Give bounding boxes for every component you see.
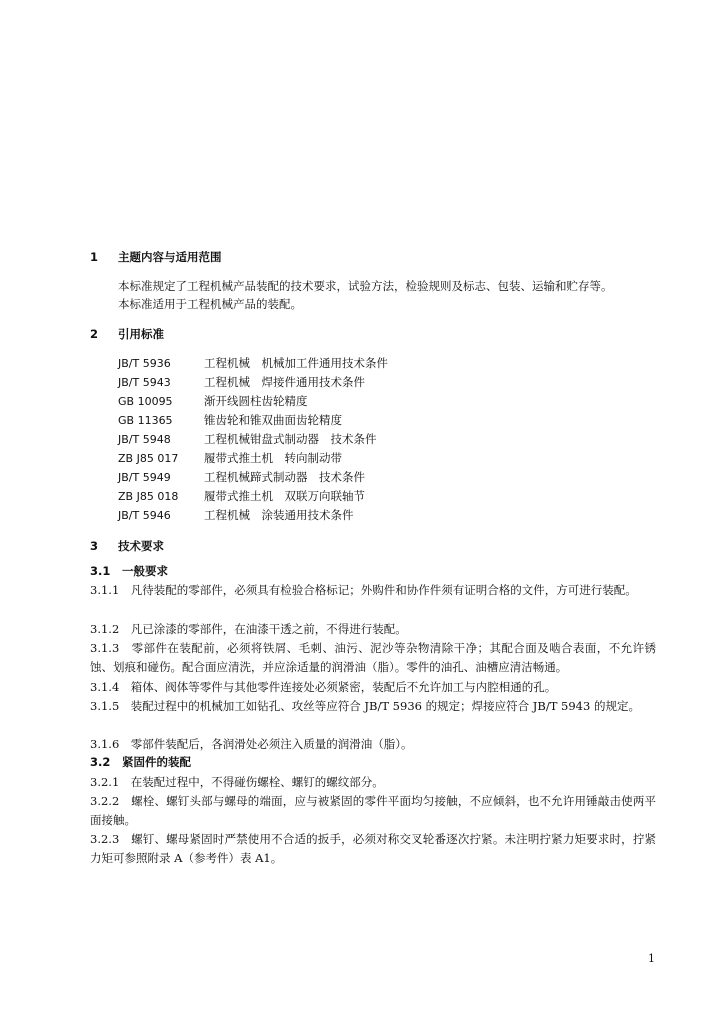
clause-text: 装配过程中的机械加工如钻孔、攻丝等应符合 JB/T 5936 的规定；焊接应符合 JB/T 5943 的规定。 (130, 699, 640, 713)
reference-code: ZB J85 017 (118, 452, 179, 465)
clause-3-1-4 (90, 678, 656, 697)
subsection-number: 3.1 (90, 564, 111, 578)
reference-code: GB 10095 (118, 395, 173, 408)
clause-text: 在装配过程中，不得碰伤螺栓、螺钉的螺纹部分。 (130, 775, 384, 789)
section-1-heading (90, 249, 656, 265)
reference-item (118, 374, 365, 391)
reference-code: JB/T 5948 (118, 433, 171, 446)
reference-item (118, 431, 377, 448)
reference-title: 工程机械 焊接件通用技术条件 (204, 375, 365, 389)
reference-title: 工程机械蹄式制动器 技术条件 (204, 470, 365, 484)
reference-item (118, 507, 354, 524)
clause-number: 3.1.4 (90, 680, 120, 694)
clause-number: 3.1.3 (90, 641, 120, 655)
reference-item (118, 412, 342, 429)
clause-number: 3.1.1 (90, 583, 120, 597)
reference-item (118, 393, 308, 410)
reference-code: JB/T 5946 (118, 509, 171, 522)
page-number: 1 (648, 952, 655, 965)
clause-3-2-1 (90, 773, 656, 792)
section-number: 3 (90, 539, 99, 553)
section-number: 1 (90, 250, 99, 264)
paragraph: 本标准适用于工程机械产品的装配。 (118, 297, 302, 311)
clause-number: 3.2.2 (90, 794, 120, 808)
clause-text: 螺钉、螺母紧固时严禁使用不合适的扳手，必须对称交叉轮番逐次拧紧。未注明拧紧力矩要求时，拧紧力矩可参照附录 A（参考件）表 A1。 (90, 832, 657, 865)
clause-text: 凡待装配的零部件，必须具有检验合格标记；外购件和协作件须有证明合格的文件，方可进行装配。 (130, 583, 637, 597)
section-2-heading (90, 326, 656, 342)
reference-item (118, 488, 365, 505)
subsection-3-2-heading (90, 754, 656, 770)
reference-title: 履带式推土机 转向制动带 (204, 451, 342, 465)
reference-item (118, 450, 342, 467)
clause-3-1-6 (90, 735, 656, 754)
section-title: 主题内容与适用范围 (118, 250, 222, 264)
reference-item (118, 355, 388, 372)
reference-title: 锥齿轮和锥双曲面齿轮精度 (204, 413, 342, 427)
clause-text: 零部件在装配前，必须将铁屑、毛刺、油污、泥沙等杂物清除干净；其配合面及啮合表面，不允许锈蚀、划痕和碰伤。配合面应清洗，并应涂适量的润滑油（脂）。零件的油孔、油槽应清洁畅通。 (90, 641, 656, 674)
subsection-number: 3.2 (90, 755, 111, 769)
section-3-heading (90, 538, 656, 554)
reference-code: JB/T 5936 (118, 357, 171, 370)
subsection-title: 一般要求 (122, 564, 168, 578)
reference-code: ZB J85 018 (118, 490, 179, 503)
reference-title: 工程机械钳盘式制动器 技术条件 (204, 432, 377, 446)
clause-3-1-2 (90, 620, 656, 639)
reference-code: GB 11365 (118, 414, 173, 427)
clause-3-1-1 (90, 581, 656, 600)
clause-number: 3.1.5 (90, 699, 120, 713)
clause-3-1-5 (90, 697, 656, 716)
section-title: 技术要求 (118, 539, 164, 553)
clause-text: 箱体、阀体等零件与其他零件连接处必须紧密，装配后不允许加工与内腔相通的孔。 (130, 680, 557, 694)
paragraph: 本标准规定了工程机械产品装配的技术要求，试验方法，检验规则及标志、包装、运输和贮存等。 (118, 279, 613, 293)
reference-code: JB/T 5949 (118, 471, 171, 484)
clause-3-1-3 (90, 639, 656, 677)
clause-text: 零部件装配后，各润滑处必须注入质量的润滑油（脂）。 (130, 737, 413, 751)
clause-number: 3.1.6 (90, 737, 120, 751)
clause-text: 凡已涂漆的零部件，在油漆干透之前，不得进行装配。 (130, 622, 407, 636)
reference-title: 渐开线圆柱齿轮精度 (204, 394, 308, 408)
reference-title: 工程机械 机械加工件通用技术条件 (204, 356, 388, 370)
clause-number: 3.2.3 (90, 832, 120, 846)
reference-item (118, 469, 365, 486)
section-number: 2 (90, 327, 99, 341)
clause-text: 螺栓、螺钉头部与螺母的端面，应与被紧固的零件平面均匀接触，不应倾斜，也不允许用锤敲击使两平面接触。 (90, 794, 657, 827)
clause-3-2-2 (90, 792, 656, 830)
clause-number: 3.1.2 (90, 622, 120, 636)
clause-number: 3.2.1 (90, 775, 120, 789)
clause-3-2-3 (90, 830, 656, 868)
reference-title: 履带式推土机 双联万向联轴节 (204, 489, 365, 503)
reference-code: JB/T 5943 (118, 376, 171, 389)
reference-title: 工程机械 涂装通用技术条件 (204, 508, 354, 522)
subsection-3-1-heading (90, 563, 656, 579)
subsection-title: 紧固件的装配 (122, 755, 191, 769)
section-title: 引用标准 (118, 327, 164, 341)
